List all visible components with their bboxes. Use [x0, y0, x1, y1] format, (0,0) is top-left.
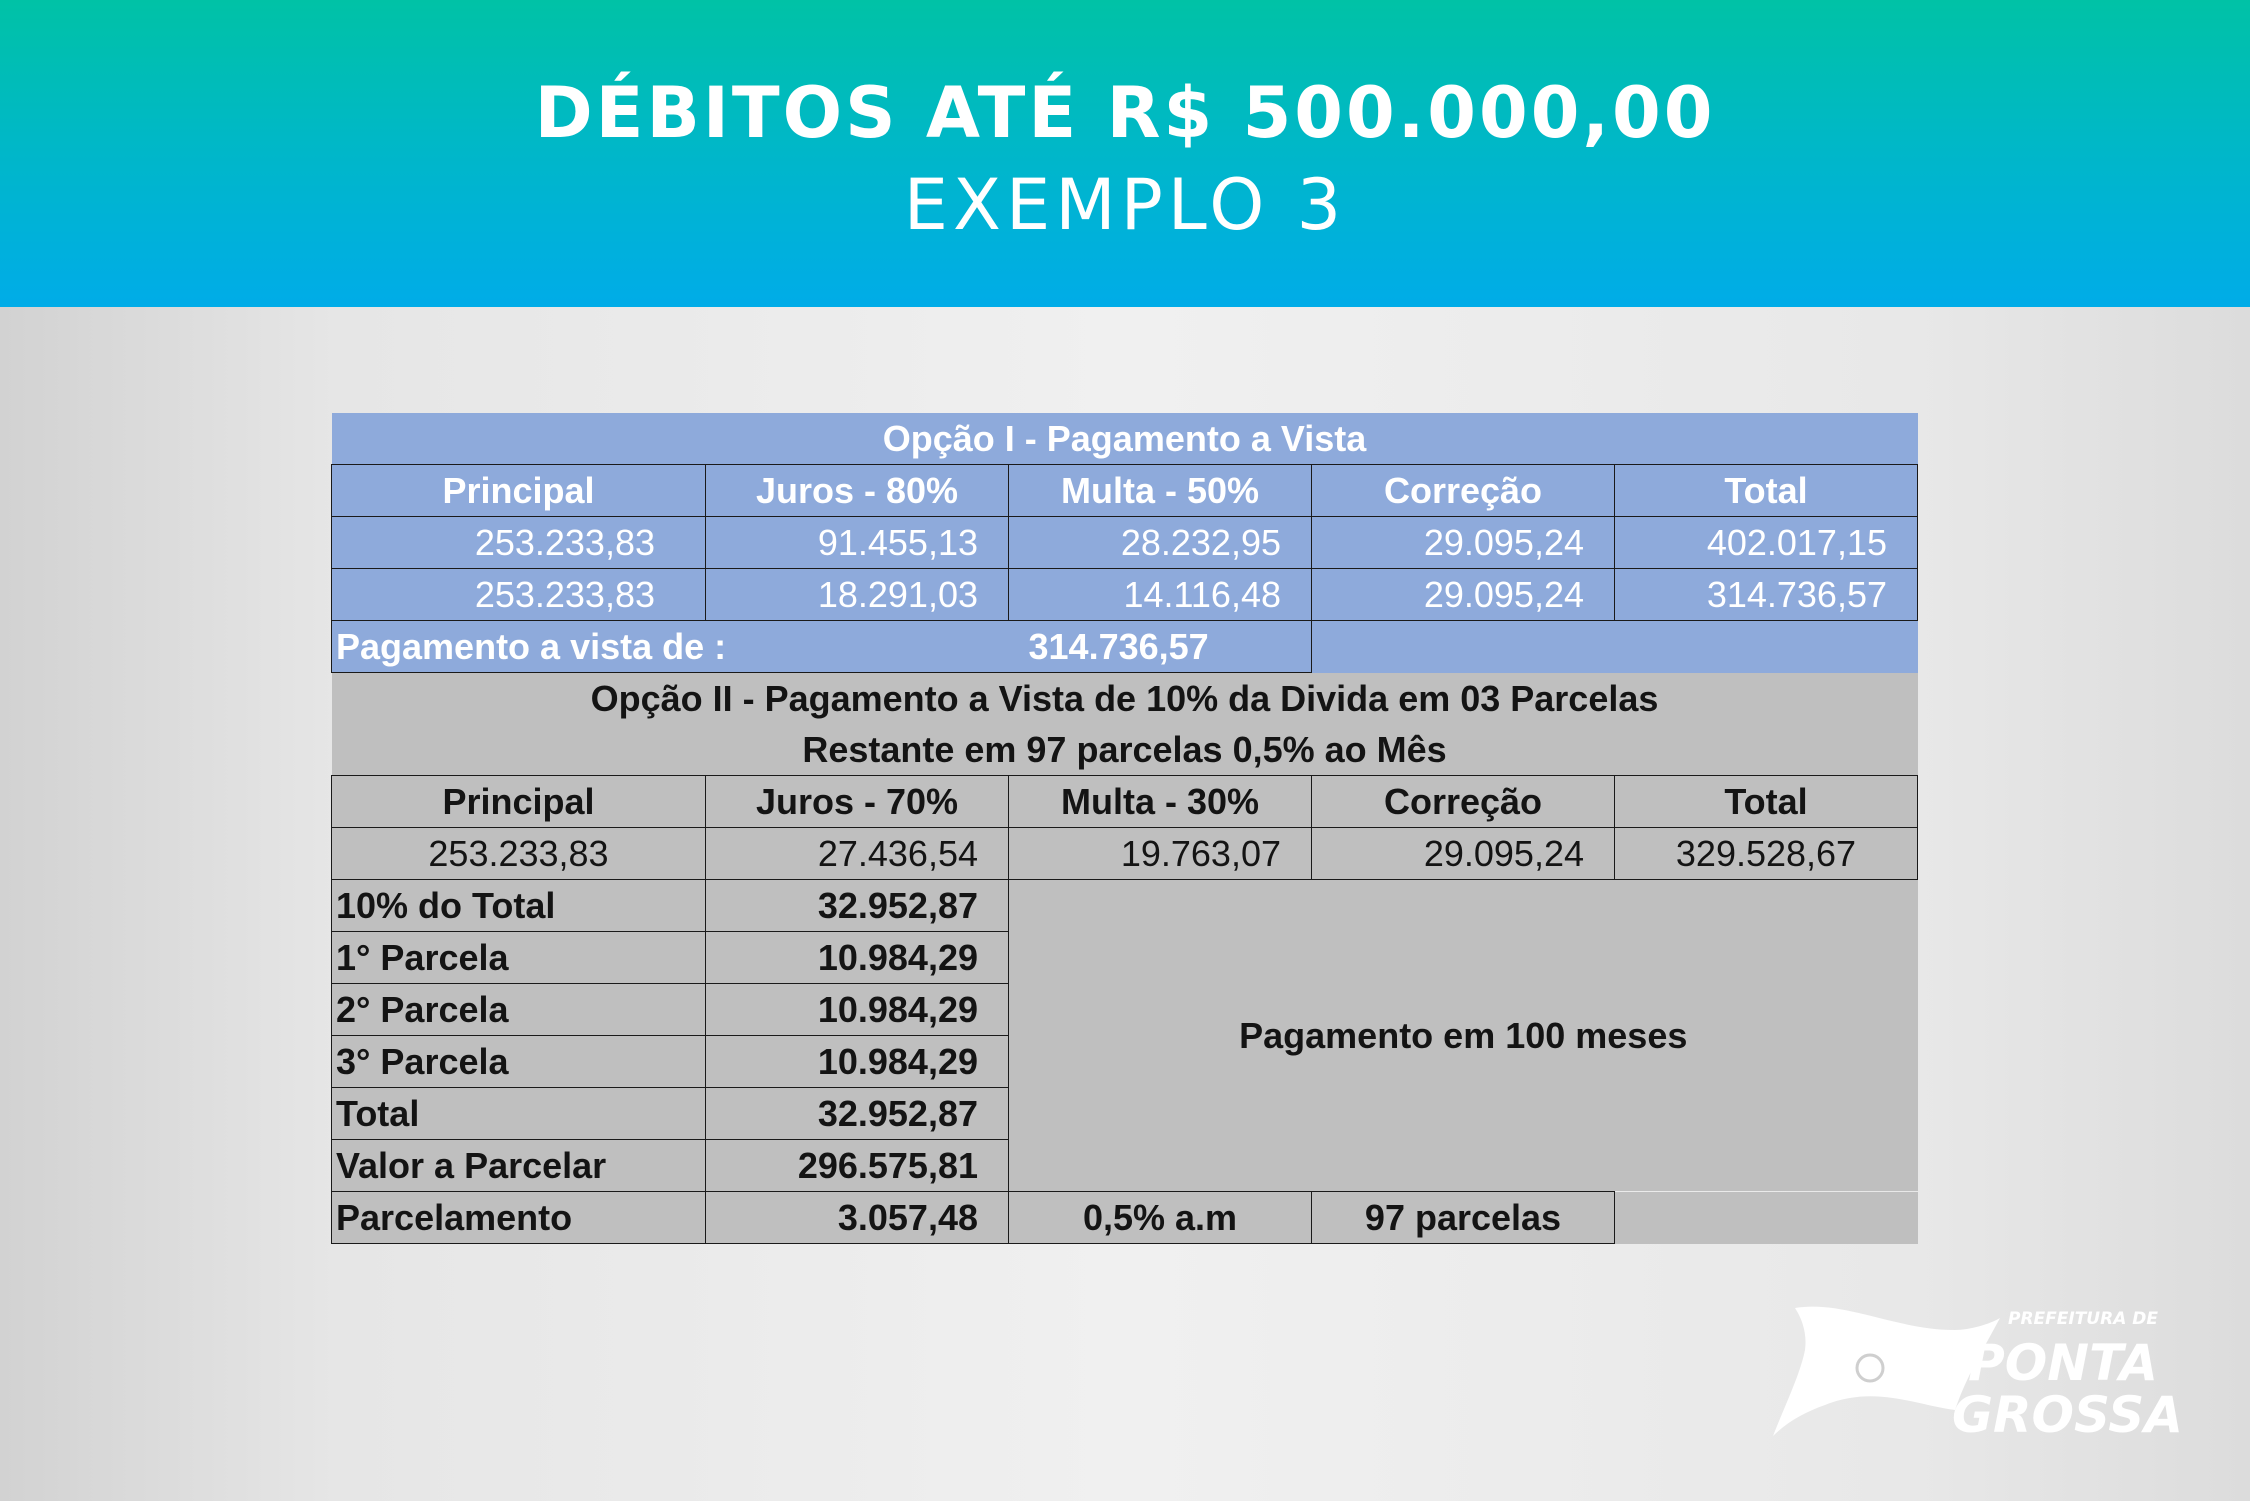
option1-payment-filler — [1312, 621, 1918, 673]
option1-header-row — [332, 465, 1918, 517]
ponta-grossa-logo — [1765, 1300, 2185, 1440]
option1-row-2 — [332, 569, 1918, 621]
installment-rate: 0,5% a.m — [1009, 1192, 1312, 1244]
installment-label: Parcelamento — [332, 1192, 706, 1244]
breakdown-label: 3° Parcela — [332, 1036, 706, 1088]
breakdown-label: Total — [332, 1088, 706, 1140]
breakdown-label: 1° Parcela — [332, 932, 706, 984]
breakdown-row — [332, 880, 1918, 932]
installment-value: 3.057,48 — [706, 1192, 1009, 1244]
option1-col-principal: Principal — [332, 465, 706, 517]
option1-row-2-multa: 14.116,48 — [1009, 569, 1312, 621]
option2-title-row-2 — [332, 724, 1918, 776]
breakdown-value: 10.984,29 — [706, 932, 1009, 984]
option1-row-1-correcao: 29.095,24 — [1312, 517, 1615, 569]
option2-values-row — [332, 828, 1918, 880]
option2-col-principal: Principal — [332, 776, 706, 828]
breakdown-label: 10% do Total — [332, 880, 706, 932]
logo-line3: GROSSA — [1952, 1386, 2183, 1440]
breakdown-value: 10.984,29 — [706, 1036, 1009, 1088]
option2-total: 329.528,67 — [1615, 828, 1918, 880]
option1-payment-label: Pagamento a vista de : — [332, 621, 1009, 673]
breakdown-value: 296.575,81 — [706, 1140, 1009, 1192]
option1-row-2-juros: 18.291,03 — [706, 569, 1009, 621]
breakdown-value: 32.952,87 — [706, 1088, 1009, 1140]
option1-row-1-total: 402.017,15 — [1615, 517, 1918, 569]
option2-correcao: 29.095,24 — [1312, 828, 1615, 880]
breakdown-label: Valor a Parcelar — [332, 1140, 706, 1192]
breakdown-value: 10.984,29 — [706, 984, 1009, 1036]
header-banner — [0, 0, 2250, 307]
option2-header-row — [332, 776, 1918, 828]
logo-line2: PONTA — [1968, 1334, 2158, 1392]
option1-row-2-correcao: 29.095,24 — [1312, 569, 1615, 621]
option1-payment-value: 314.736,57 — [1009, 621, 1312, 673]
option2-title-row-1 — [332, 673, 1918, 725]
option1-col-juros: Juros - 80% — [706, 465, 1009, 517]
breakdown-label: 2° Parcela — [332, 984, 706, 1036]
option2-title-line2: Restante em 97 parcelas 0,5% ao Mês — [332, 724, 1918, 776]
logo-line1: PREFEITURA DE — [2007, 1309, 2158, 1329]
page-title: DÉBITOS ATÉ R$ 500.000,00 — [534, 72, 1716, 154]
option2-col-multa: Multa - 30% — [1009, 776, 1312, 828]
option1-row-1-juros: 91.455,13 — [706, 517, 1009, 569]
option1-col-multa: Multa - 50% — [1009, 465, 1312, 517]
option1-row-2-principal: 253.233,83 — [332, 569, 706, 621]
option1-title-row — [332, 413, 1918, 465]
option1-col-correcao: Correção — [1312, 465, 1615, 517]
option2-juros: 27.436,54 — [706, 828, 1009, 880]
installment-filler — [1615, 1192, 1918, 1244]
installment-row — [332, 1192, 1918, 1244]
option1-row-1-multa: 28.232,95 — [1009, 517, 1312, 569]
option1-title: Opção I - Pagamento a Vista — [332, 413, 1918, 465]
debt-table — [331, 413, 1918, 1244]
option1-row-2-total: 314.736,57 — [1615, 569, 1918, 621]
page-subtitle: EXEMPLO 3 — [903, 164, 1347, 246]
option2-multa: 19.763,07 — [1009, 828, 1312, 880]
option2-col-juros: Juros - 70% — [706, 776, 1009, 828]
option1-col-total: Total — [1615, 465, 1918, 517]
option1-payment-row — [332, 621, 1918, 673]
option2-col-total: Total — [1615, 776, 1918, 828]
months-note: Pagamento em 100 meses — [1009, 880, 1918, 1192]
breakdown-value: 32.952,87 — [706, 880, 1009, 932]
option1-row-1 — [332, 517, 1918, 569]
option2-col-correcao: Correção — [1312, 776, 1615, 828]
installment-count: 97 parcelas — [1312, 1192, 1615, 1244]
option1-row-1-principal: 253.233,83 — [332, 517, 706, 569]
option2-principal: 253.233,83 — [332, 828, 706, 880]
option2-title-line1: Opção II - Pagamento a Vista de 10% da Divida em 03 Parcelas — [332, 673, 1918, 725]
